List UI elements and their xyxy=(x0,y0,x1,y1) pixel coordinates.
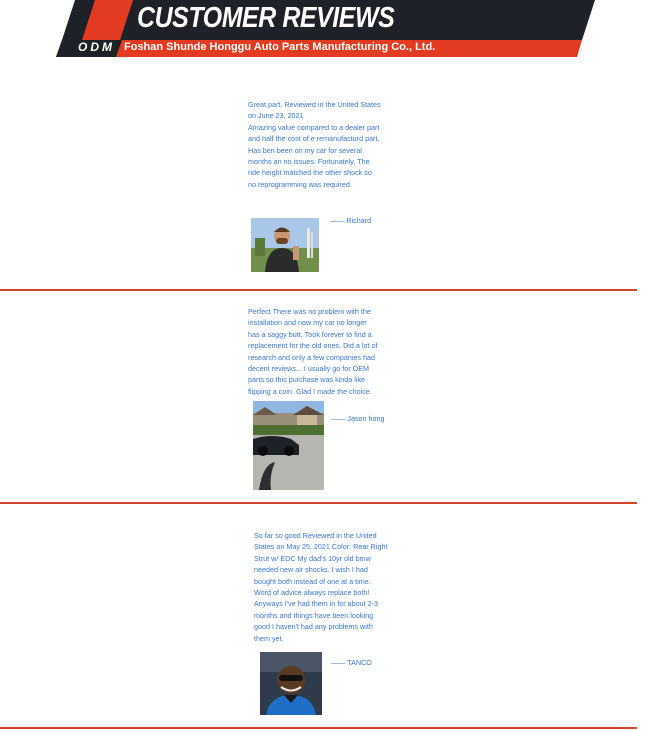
header-banner xyxy=(0,0,650,60)
review-author: —— TANCO xyxy=(331,658,372,667)
lightning-bolt-icon xyxy=(0,0,30,30)
review-text: Perfect There was no problem with the installation and now my car no longer has a saggy butt. Took forever to find a replacement for the old ones. Did a lot of research and only a few companies had decent reviews... I usually go for OEM parts so this purchase was kinda like flipping a coin. Glad I made the choice. xyxy=(248,307,378,396)
page-title: CUSTOMER REVIEWS xyxy=(137,2,395,34)
review-text: So far so good Reviewed in the United States on May 25, 2021 Color: Rear Right Strut w/ EDC My dad's 10yr old bmw needed new air shocks. I wish I had bought both instead of one at a time. Word of advice always replace both! Anyways I've had them in for about 2-3 months and things have been looking good I haven't had any problems with them yet. xyxy=(254,531,388,643)
company-name: Foshan Shunde Honggu Auto Parts Manufacturing Co., Ltd. xyxy=(124,41,436,53)
review-author: —— Richard xyxy=(330,216,372,225)
review-author: —— Jason hong xyxy=(331,414,385,423)
section-divider xyxy=(0,727,637,729)
section-divider xyxy=(0,289,637,291)
review-text: Great part. Reviewed in the United States on June 23, 2021 Amazing value compared to a dealer part and half the cost of e remanufacturd part. Has ben been on my car for several months an no issues. Fortunately, The ride height matched the other shock so no reprogramming was required. xyxy=(248,100,381,189)
odm-badge: ODM xyxy=(78,40,115,54)
reviewer-photo xyxy=(253,401,324,490)
section-divider xyxy=(0,502,637,504)
reviewer-photo xyxy=(260,652,322,715)
reviewer-photo xyxy=(251,218,319,272)
